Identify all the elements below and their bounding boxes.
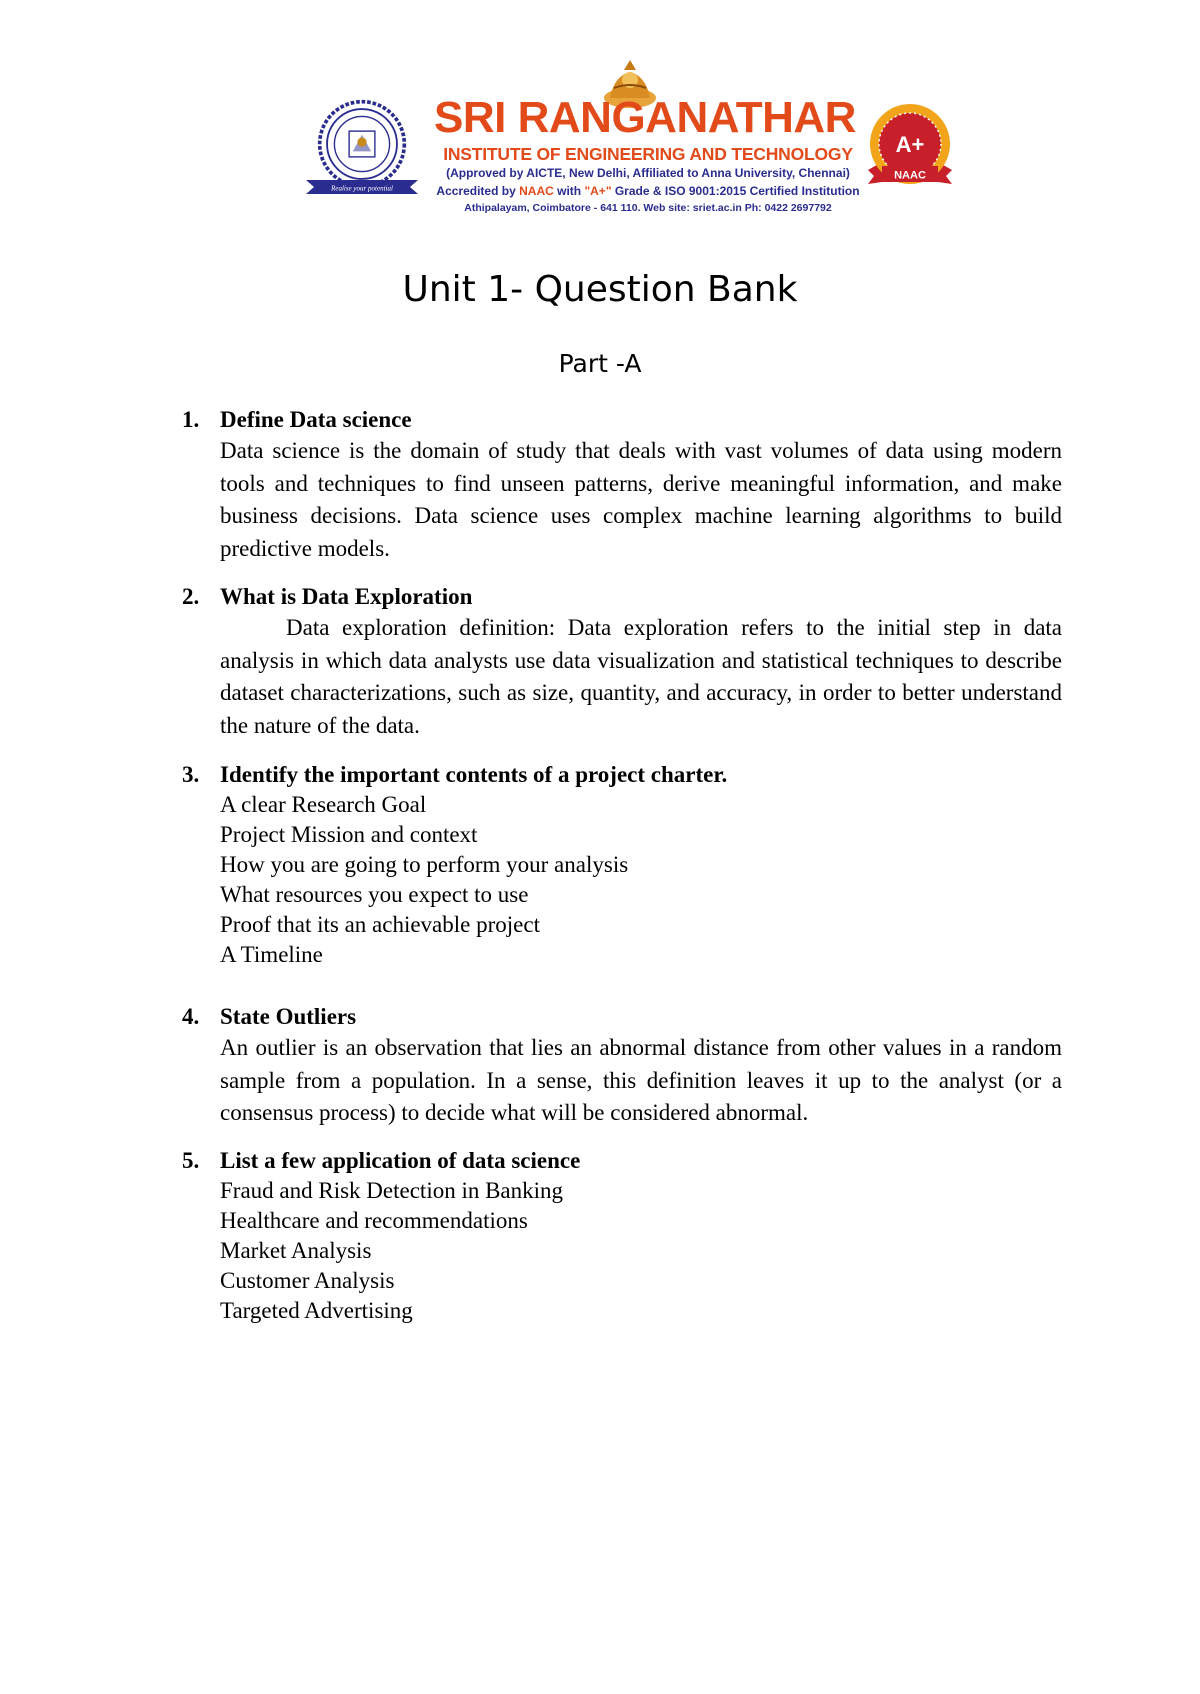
approval-line: (Approved by AICTE, New Delhi, Affiliated to Anna University, Chennai)	[446, 166, 850, 180]
question-heading: List a few application of data science	[220, 1148, 581, 1173]
question-answer: An outlier is an observation that lies an abnormal distance from other values in a random sample from a population. In a sense, this definition leaves it up to the analyst (or a consensus process) to decide what will be considered abnormal.	[220, 1035, 1062, 1125]
list-item: Healthcare and recommendations	[220, 1208, 528, 1233]
question-answer: Data exploration definition: Data exploration refers to the initial step in data analysis in which data analysts use data visualization and statistical techniques to describe dataset characterizations, such as size, quantity, and accuracy, in order to better understand the nature of the data.	[220, 615, 1062, 738]
list-item: What resources you expect to use	[220, 882, 529, 907]
accreditation-with: with	[553, 184, 585, 198]
question-number: 4.	[182, 1004, 200, 1029]
list-item: Proof that its an achievable project	[220, 912, 540, 937]
naac-badge-grade: A+	[895, 132, 925, 157]
part-heading: Part -A	[558, 349, 642, 378]
question-number: 5.	[182, 1148, 200, 1173]
accreditation-line	[410, 185, 886, 197]
question-number: 3.	[182, 762, 200, 787]
list-item: A Timeline	[220, 942, 323, 967]
question-heading: State Outliers	[220, 1004, 357, 1029]
charter-contents-list	[220, 790, 1062, 970]
list-item: How you are going to perform your analysis	[220, 852, 629, 877]
emblem-motto: Realise your potential	[331, 184, 393, 193]
list-item: Customer Analysis	[220, 1268, 395, 1293]
naac-badge-icon	[860, 98, 960, 198]
list-item: Fraud and Risk Detection in Banking	[220, 1178, 564, 1203]
naac-badge-label: NAAC	[894, 169, 926, 182]
page-title: Unit 1- Question Bank	[402, 269, 798, 310]
question-heading: What is Data Exploration	[220, 584, 473, 609]
list-item: Market Analysis	[220, 1238, 372, 1263]
address-line: Athipalayam, Coimbatore - 641 110. Web site: sriet.ac.in Ph: 0422 2697792	[464, 202, 832, 214]
accreditation-naac: NAAC	[519, 184, 554, 198]
college-subtitle: INSTITUTE OF ENGINEERING AND TECHNOLOGY	[443, 144, 853, 164]
accreditation-grade: "A+"	[584, 184, 612, 198]
accreditation-prefix: Accredited by	[436, 184, 520, 198]
list-item: Targeted Advertising	[220, 1298, 413, 1323]
question-number: 2.	[182, 584, 200, 609]
question-heading: Define Data science	[220, 407, 412, 432]
list-item: A clear Research Goal	[220, 792, 427, 817]
accreditation-suffix: Grade & ISO 9001:2015 Certified Institution	[611, 184, 860, 198]
emblem-ribbon	[306, 176, 418, 198]
letterhead	[300, 58, 960, 218]
college-name: SRI RANGANATHAR	[434, 93, 856, 142]
applications-list	[220, 1176, 1062, 1326]
question-heading: Identify the important contents of a project charter.	[220, 762, 728, 787]
question-answer: Data science is the domain of study that deals with vast volumes of data using modern tools and techniques to find unseen patterns, derive meaningful information, and make business decisions. Data science uses complex machine learning algorithms to build predictive models.	[220, 438, 1062, 561]
list-item: Project Mission and context	[220, 822, 478, 847]
question-number: 1.	[182, 407, 200, 432]
